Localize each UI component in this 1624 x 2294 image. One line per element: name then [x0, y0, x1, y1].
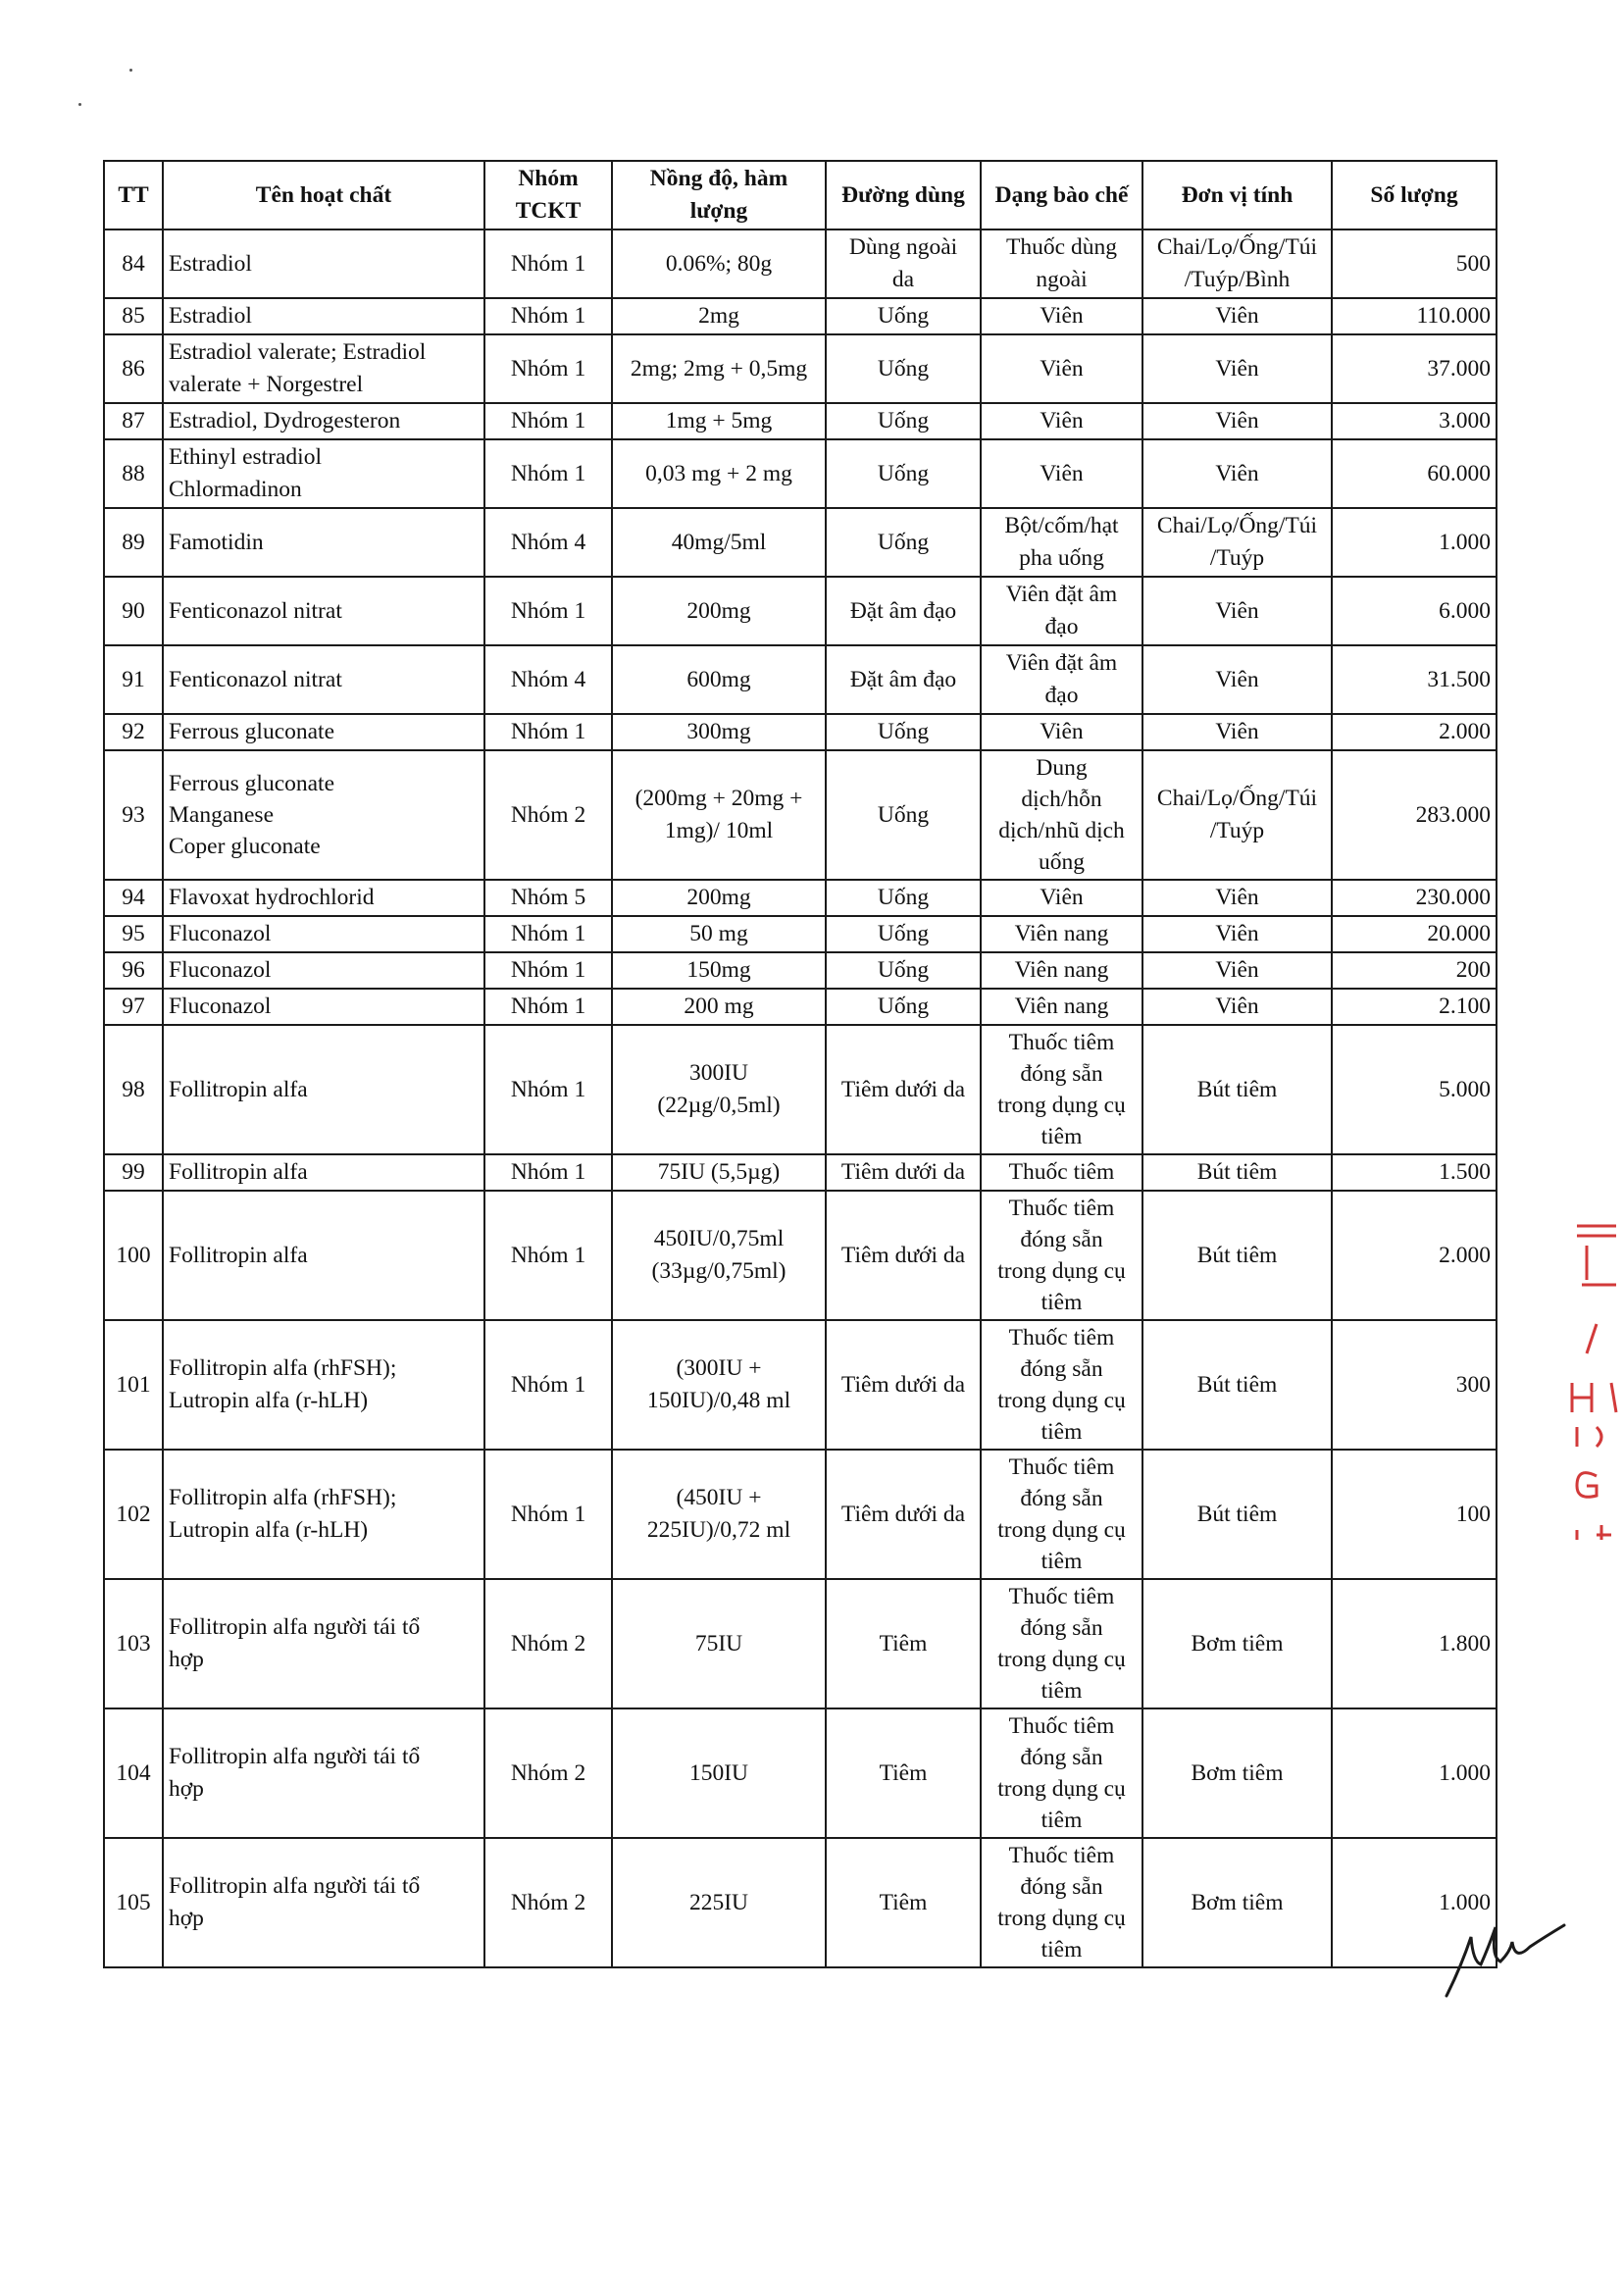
cell-quantity: 300 [1332, 1320, 1497, 1450]
cell-quantity: 1.000 [1332, 508, 1497, 577]
cell-group: Nhóm 1 [484, 1154, 612, 1191]
cell-unit: Viên [1142, 439, 1332, 508]
cell-form: Viên nang [981, 952, 1142, 989]
cell-concentration: 300mg [612, 714, 826, 750]
cell-name: Fluconazol [163, 989, 484, 1025]
cell-route: Uống [826, 439, 981, 508]
cell-concentration: 150mg [612, 952, 826, 989]
cell-name: Estradiol [163, 298, 484, 334]
signature-mark [1442, 1917, 1569, 2006]
cell-tt: 91 [104, 645, 163, 714]
cell-route: Uống [826, 714, 981, 750]
cell-concentration: (300IU + 150IU)/0,48 ml [612, 1320, 826, 1450]
table-row [104, 714, 1497, 750]
cell-unit: Bút tiêm [1142, 1450, 1332, 1579]
cell-route: Đặt âm đạo [826, 577, 981, 645]
cell-concentration: 150IU [612, 1708, 826, 1838]
cell-concentration: 75IU (5,5µg) [612, 1154, 826, 1191]
cell-form: Thuốc tiêm đóng sẵn trong dụng cụ tiêm [981, 1025, 1142, 1154]
table-row [104, 916, 1497, 952]
cell-unit: Viên [1142, 952, 1332, 989]
cell-unit: Viên [1142, 989, 1332, 1025]
cell-unit: Chai/Lọ/Ống/Túi /Tuýp/Bình [1142, 229, 1332, 298]
table-row [104, 1450, 1497, 1579]
cell-quantity: 31.500 [1332, 645, 1497, 714]
cell-tt: 103 [104, 1579, 163, 1708]
cell-group: Nhóm 1 [484, 439, 612, 508]
cell-form: Viên [981, 439, 1142, 508]
cell-form: Viên [981, 334, 1142, 403]
table-row [104, 577, 1497, 645]
cell-concentration: 600mg [612, 645, 826, 714]
cell-tt: 89 [104, 508, 163, 577]
cell-route: Tiêm [826, 1708, 981, 1838]
cell-name: Follitropin alfa [163, 1154, 484, 1191]
header-route: Đường dùng [826, 161, 981, 229]
cell-quantity: 6.000 [1332, 577, 1497, 645]
cell-unit: Bút tiêm [1142, 1191, 1332, 1320]
table-row [104, 1025, 1497, 1154]
cell-tt: 93 [104, 750, 163, 880]
cell-tt: 86 [104, 334, 163, 403]
cell-route: Đặt âm đạo [826, 645, 981, 714]
table-row [104, 1154, 1497, 1191]
cell-group: Nhóm 1 [484, 989, 612, 1025]
cell-form: Thuốc tiêm đóng sẵn trong dụng cụ tiêm [981, 1708, 1142, 1838]
table-header-row [104, 161, 1497, 229]
cell-name: Estradiol, Dydrogesteron [163, 403, 484, 439]
cell-group: Nhóm 2 [484, 1708, 612, 1838]
cell-form: Thuốc tiêm đóng sẵn trong dụng cụ tiêm [981, 1579, 1142, 1708]
cell-tt: 102 [104, 1450, 163, 1579]
cell-unit: Bơm tiêm [1142, 1708, 1332, 1838]
cell-name: Fenticonazol nitrat [163, 577, 484, 645]
cell-tt: 84 [104, 229, 163, 298]
cell-route: Dùng ngoài da [826, 229, 981, 298]
cell-form: Viên đặt âm đạo [981, 577, 1142, 645]
cell-quantity: 500 [1332, 229, 1497, 298]
cell-concentration: 1mg + 5mg [612, 403, 826, 439]
cell-unit: Viên [1142, 403, 1332, 439]
cell-concentration: (200mg + 20mg + 1mg)/ 10ml [612, 750, 826, 880]
cell-quantity: 1.000 [1332, 1838, 1497, 1967]
cell-quantity: 110.000 [1332, 298, 1497, 334]
cell-quantity: 2.100 [1332, 989, 1497, 1025]
cell-concentration: (450IU + 225IU)/0,72 ml [612, 1450, 826, 1579]
cell-route: Tiêm dưới da [826, 1154, 981, 1191]
cell-quantity: 283.000 [1332, 750, 1497, 880]
cell-group: Nhóm 2 [484, 1838, 612, 1967]
cell-form: Thuốc tiêm đóng sẵn trong dụng cụ tiêm [981, 1450, 1142, 1579]
cell-form: Viên [981, 403, 1142, 439]
cell-group: Nhóm 1 [484, 714, 612, 750]
cell-quantity: 2.000 [1332, 1191, 1497, 1320]
cell-route: Uống [826, 952, 981, 989]
table-row [104, 1838, 1497, 1967]
cell-name: Fenticonazol nitrat [163, 645, 484, 714]
header-tt: TT [104, 161, 163, 229]
cell-form: Thuốc dùng ngoài [981, 229, 1142, 298]
cell-route: Uống [826, 880, 981, 916]
cell-route: Tiêm dưới da [826, 1025, 981, 1154]
cell-route: Uống [826, 403, 981, 439]
cell-quantity: 3.000 [1332, 403, 1497, 439]
cell-form: Viên [981, 714, 1142, 750]
cell-group: Nhóm 1 [484, 229, 612, 298]
cell-name: Fluconazol [163, 952, 484, 989]
cell-unit: Viên [1142, 645, 1332, 714]
cell-tt: 98 [104, 1025, 163, 1154]
cell-route: Tiêm [826, 1579, 981, 1708]
table-row [104, 298, 1497, 334]
cell-route: Uống [826, 750, 981, 880]
cell-name: Follitropin alfa [163, 1025, 484, 1154]
cell-quantity: 5.000 [1332, 1025, 1497, 1154]
cell-route: Tiêm dưới da [826, 1191, 981, 1320]
cell-form: Viên nang [981, 916, 1142, 952]
cell-unit: Chai/Lọ/Ống/Túi /Tuýp [1142, 508, 1332, 577]
cell-route: Uống [826, 334, 981, 403]
table-row [104, 645, 1497, 714]
cell-quantity: 230.000 [1332, 880, 1497, 916]
cell-tt: 104 [104, 1708, 163, 1838]
cell-quantity: 100 [1332, 1450, 1497, 1579]
cell-tt: 99 [104, 1154, 163, 1191]
cell-name: Ferrous gluconate [163, 714, 484, 750]
cell-unit: Bút tiêm [1142, 1154, 1332, 1191]
cell-route: Uống [826, 916, 981, 952]
cell-name: Estradiol valerate; Estradiol valerate + Norgestrel [163, 334, 484, 403]
cell-unit: Bút tiêm [1142, 1025, 1332, 1154]
header-group: Nhóm TCKT [484, 161, 612, 229]
cell-form: Viên [981, 880, 1142, 916]
stamp-fragment [1557, 1206, 1624, 1540]
cell-name: Estradiol [163, 229, 484, 298]
cell-quantity: 60.000 [1332, 439, 1497, 508]
cell-form: Thuốc tiêm đóng sẵn trong dụng cụ tiêm [981, 1191, 1142, 1320]
table-row [104, 1708, 1497, 1838]
cell-name: Follitropin alfa người tái tổ hợp [163, 1708, 484, 1838]
cell-name: Follitropin alfa người tái tổ hợp [163, 1838, 484, 1967]
cell-name: Ethinyl estradiol Chlormadinon [163, 439, 484, 508]
cell-concentration: 2mg [612, 298, 826, 334]
cell-form: Bột/cốm/hạt pha uống [981, 508, 1142, 577]
cell-unit: Viên [1142, 298, 1332, 334]
drug-table [103, 160, 1497, 1968]
cell-concentration: 2mg; 2mg + 0,5mg [612, 334, 826, 403]
cell-group: Nhóm 1 [484, 916, 612, 952]
cell-group: Nhóm 2 [484, 1579, 612, 1708]
table-row [104, 1579, 1497, 1708]
cell-name: Ferrous gluconate Manganese Coper gluconate [163, 750, 484, 880]
cell-quantity: 20.000 [1332, 916, 1497, 952]
cell-group: Nhóm 1 [484, 334, 612, 403]
table-row [104, 880, 1497, 916]
cell-tt: 97 [104, 989, 163, 1025]
cell-tt: 101 [104, 1320, 163, 1450]
cell-concentration: 50 mg [612, 916, 826, 952]
cell-concentration: 0.06%; 80g [612, 229, 826, 298]
cell-form: Dung dịch/hỗn dịch/nhũ dịch uống [981, 750, 1142, 880]
table-row [104, 952, 1497, 989]
cell-form: Thuốc tiêm [981, 1154, 1142, 1191]
cell-form: Viên nang [981, 989, 1142, 1025]
cell-unit: Bơm tiêm [1142, 1579, 1332, 1708]
scan-speck [129, 69, 132, 72]
cell-quantity: 200 [1332, 952, 1497, 989]
cell-group: Nhóm 1 [484, 1025, 612, 1154]
cell-unit: Chai/Lọ/Ống/Túi /Tuýp [1142, 750, 1332, 880]
cell-tt: 92 [104, 714, 163, 750]
cell-quantity: 37.000 [1332, 334, 1497, 403]
cell-name: Famotidin [163, 508, 484, 577]
table-row [104, 989, 1497, 1025]
cell-name: Follitropin alfa [163, 1191, 484, 1320]
table-row [104, 439, 1497, 508]
table-row [104, 229, 1497, 298]
cell-form: Thuốc tiêm đóng sẵn trong dụng cụ tiêm [981, 1320, 1142, 1450]
cell-quantity: 1.800 [1332, 1579, 1497, 1708]
cell-group: Nhóm 4 [484, 508, 612, 577]
cell-tt: 95 [104, 916, 163, 952]
header-unit: Đơn vị tính [1142, 161, 1332, 229]
cell-name: Follitropin alfa người tái tổ hợp [163, 1579, 484, 1708]
cell-concentration: 40mg/5ml [612, 508, 826, 577]
cell-route: Uống [826, 298, 981, 334]
cell-route: Uống [826, 508, 981, 577]
header-quantity: Số lượng [1332, 161, 1497, 229]
cell-tt: 94 [104, 880, 163, 916]
cell-tt: 90 [104, 577, 163, 645]
cell-tt: 96 [104, 952, 163, 989]
cell-quantity: 2.000 [1332, 714, 1497, 750]
cell-concentration: 300IU (22µg/0,5ml) [612, 1025, 826, 1154]
cell-group: Nhóm 4 [484, 645, 612, 714]
cell-tt: 105 [104, 1838, 163, 1967]
cell-concentration: 75IU [612, 1579, 826, 1708]
table-row [104, 508, 1497, 577]
cell-concentration: 450IU/0,75ml (33µg/0,75ml) [612, 1191, 826, 1320]
cell-concentration: 200mg [612, 880, 826, 916]
cell-group: Nhóm 1 [484, 403, 612, 439]
cell-unit: Viên [1142, 880, 1332, 916]
cell-name: Follitropin alfa (rhFSH); Lutropin alfa (r-hLH) [163, 1320, 484, 1450]
header-name: Tên hoạt chất [163, 161, 484, 229]
cell-group: Nhóm 1 [484, 577, 612, 645]
table-row [104, 750, 1497, 880]
cell-group: Nhóm 1 [484, 952, 612, 989]
table-row [104, 403, 1497, 439]
cell-group: Nhóm 1 [484, 298, 612, 334]
table-row [104, 334, 1497, 403]
cell-tt: 87 [104, 403, 163, 439]
cell-tt: 88 [104, 439, 163, 508]
header-form: Dạng bào chế [981, 161, 1142, 229]
cell-route: Tiêm dưới da [826, 1450, 981, 1579]
cell-group: Nhóm 1 [484, 1191, 612, 1320]
cell-concentration: 200 mg [612, 989, 826, 1025]
cell-tt: 85 [104, 298, 163, 334]
cell-unit: Bút tiêm [1142, 1320, 1332, 1450]
table-body [104, 229, 1497, 1967]
cell-concentration: 0,03 mg + 2 mg [612, 439, 826, 508]
cell-concentration: 225IU [612, 1838, 826, 1967]
table-row [104, 1191, 1497, 1320]
cell-tt: 100 [104, 1191, 163, 1320]
cell-name: Follitropin alfa (rhFSH); Lutropin alfa (r-hLH) [163, 1450, 484, 1579]
cell-unit: Viên [1142, 334, 1332, 403]
cell-name: Flavoxat hydrochlorid [163, 880, 484, 916]
cell-group: Nhóm 1 [484, 1450, 612, 1579]
cell-route: Tiêm [826, 1838, 981, 1967]
cell-form: Viên đặt âm đạo [981, 645, 1142, 714]
cell-group: Nhóm 1 [484, 1320, 612, 1450]
cell-form: Thuốc tiêm đóng sẵn trong dụng cụ tiêm [981, 1838, 1142, 1967]
cell-group: Nhóm 2 [484, 750, 612, 880]
cell-unit: Viên [1142, 916, 1332, 952]
cell-concentration: 200mg [612, 577, 826, 645]
cell-name: Fluconazol [163, 916, 484, 952]
cell-route: Uống [826, 989, 981, 1025]
cell-route: Tiêm dưới da [826, 1320, 981, 1450]
table-row [104, 1320, 1497, 1450]
cell-group: Nhóm 5 [484, 880, 612, 916]
cell-unit: Bơm tiêm [1142, 1838, 1332, 1967]
cell-quantity: 1.000 [1332, 1708, 1497, 1838]
cell-quantity: 1.500 [1332, 1154, 1497, 1191]
header-concentration: Nồng độ, hàm lượng [612, 161, 826, 229]
scan-speck [78, 103, 81, 106]
cell-form: Viên [981, 298, 1142, 334]
cell-unit: Viên [1142, 714, 1332, 750]
cell-unit: Viên [1142, 577, 1332, 645]
